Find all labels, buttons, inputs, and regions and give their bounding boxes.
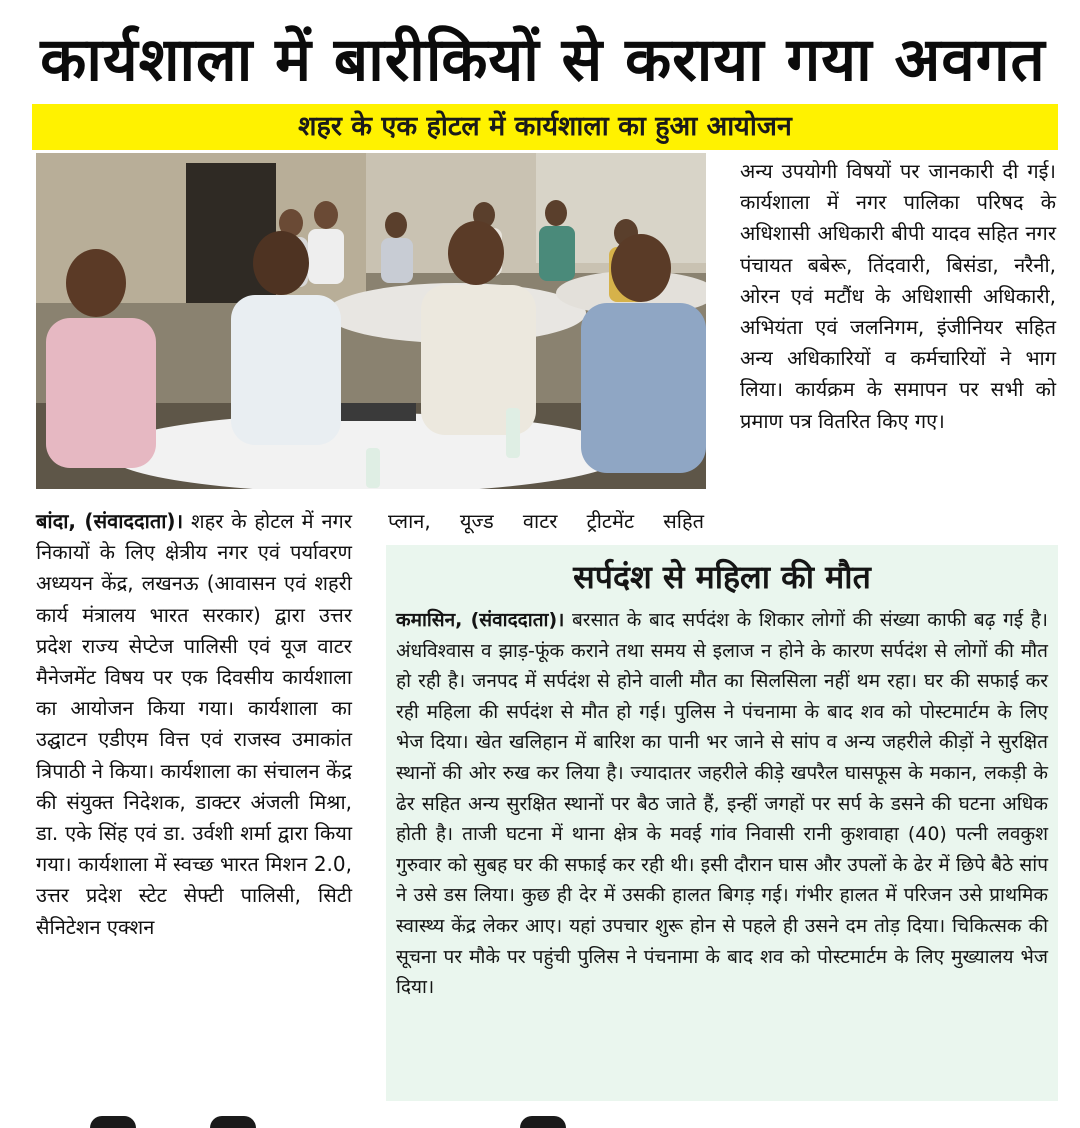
article2-title: सर्पदंश से महिला की मौत: [573, 558, 871, 596]
snakebite-article-box: [386, 545, 1058, 1101]
article2-text: [396, 605, 1048, 1003]
article1-body-mid: प्लान, यूज्ड वाटर ट्रीटमेंट सहित: [388, 509, 704, 533]
article1-body-left: शहर के होटल में नगर निकायों के लिए क्षेत्रीय नगर एवं पर्यावरण अध्ययन केंद्र, लखनऊ (आवासन एवं शहरी कार्य मंत्रालय भारत सरकार) द्वारा उत्तर प्रदेश राज्य सेप्टेज पालिसी एवं यूज वाटर मैनेजमेंट विषय पर एक दिवसीय कार्यशाला का आयोजन किया गया। कार्यशाला का उद्घाटन एडीएम वित्त एवं राजस्व उमाकांत त्रिपाठी ने किया। कार्यशाला का संचालन केंद्र की संयुक्त निदेशक, डाक्टर अंजली मिश्रा, डा. एके सिंह एवं डा. उर्वशी शर्मा द्वारा किया गया। कार्यशाला में स्वच्छ भारत मिशन 2.0, उत्तर प्रदेश स्टेट सेफ्टी पालिसी, सिटी सैनिटेशन एक्शन: [36, 509, 352, 939]
next-headline-fragment: [90, 1112, 650, 1128]
headline: कार्यशाला में बारीकियों से कराया गया अवगत: [40, 25, 1046, 95]
subheadline: शहर के एक होटल में कार्यशाला का हुआ आयोजन: [32, 104, 1058, 150]
workshop-photo: [36, 153, 706, 489]
article2-dateline: कमासिन, (संवाददाता)।: [396, 609, 565, 631]
article1-column-mid: [388, 506, 704, 537]
article1-column-right: [740, 156, 1056, 437]
article1-dateline: बांदा, (संवाददाता)।: [36, 509, 184, 533]
article2-body: बरसात के बाद सर्पदंश के शिकार लोगों की संख्या काफी बढ़ गई है। अंधविश्वास व झाड़-फूंक कराने तथा समय से इलाज न होने के कारण सर्पदंश से लोगों की मौत हो रही है। जनपद में सर्पदंश से होने वाली मौत का सिलसिला नहीं थम रहा। घर की सफाई कर रही महिला की सर्पदंश से मौत हो गई। पुलिस ने पंचनामा के बाद शव को पोस्टमार्टम के लिए भेज दिया। खेत खलिहान में बारिश का पानी भर जाने से सांप व अन्य जहरीले कीड़ों ने सुरक्षित स्थानों की ओर रुख कर लिया है। ज्यादातर जहरीले कीड़े खपरैल घासफूस के मकान, लकड़ी के ढेर सहित अन्य सुरक्षित स्थानों पर बैठ जाते हैं, इन्हीं जगहों पर सर्प के डसने की घटना अधिक होती है। ताजी घटना में थाना क्षेत्र के मवई गांव निवासी रानी कुशवाहा (40) पत्नी लवकुश गुरुवार को सुबह घर की सफाई कर रही थी। इसी दौरान घास और उपलों के ढेर में छिपे बैठे सांप ने उसे डस लिया। कुछ ही देर में उसकी हालत बिगड़ गई। गंभीर हालत में परिजन उसे प्राथमिक स्वास्थ्य केंद्र लेकर आए। यहां उपचार शुरू होन से पहले ही उसने दम तोड़ दिया। चिकित्सक की सूचना पर मौके पर पहुंची पुलिस ने पंचनामा के बाद शव को पोस्टमार्टम के लिए मुख्यालय भेज दिया।: [396, 609, 1048, 999]
article1-column-left: [36, 506, 352, 943]
article1-body-right: अन्य उपयोगी विषयों पर जानकारी दी गई। कार्यशाला में नगर पालिका परिषद के अधिशासी अधिकारी बीपी यादव सहित नगर पंचायत बबेरू, तिंदवारी, बिसंडा, नरैनी, ओरन एवं मटौंध के अधिशासी अधिकारी, अभियंता एवं जलनिगम, इंजीनियर सहित अन्य अधिकारियों व कर्मचारियों ने भाग लिया। कार्यक्रम के समापन पर सभी को प्रमाण पत्र वितरित किए गए।: [740, 159, 1056, 433]
